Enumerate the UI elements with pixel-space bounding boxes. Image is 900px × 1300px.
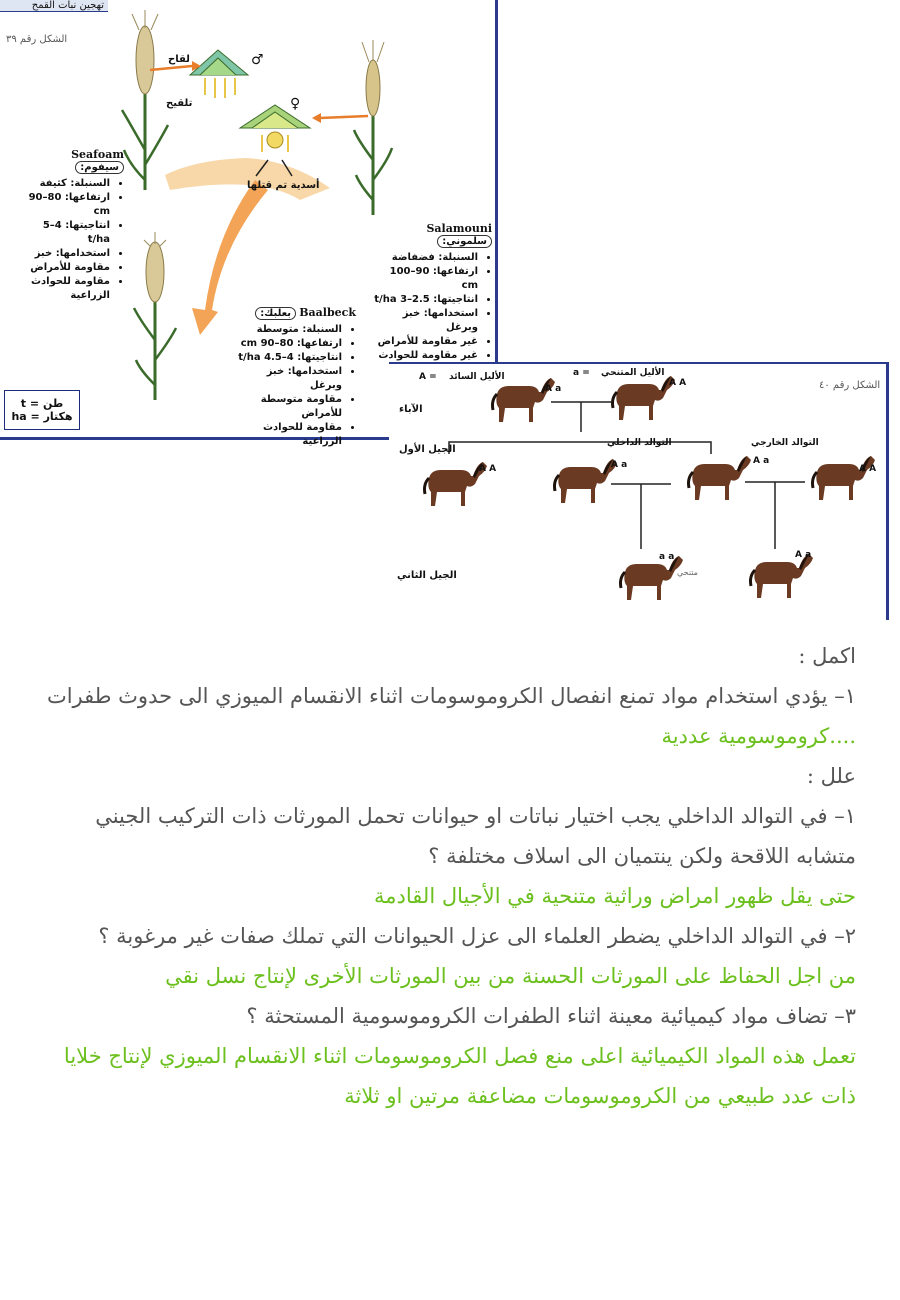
seafoam-wheat-plant — [122, 10, 168, 190]
fertilize-arrow — [320, 116, 368, 118]
baalbeck-traits — [232, 323, 356, 449]
dominant-allele-symbol: A = — [419, 372, 437, 382]
salamouni-name: Salamouni — [426, 222, 492, 235]
f1-horse-4 — [813, 456, 876, 500]
f1-horse-1 — [425, 462, 488, 506]
seafoam-arabic-name: سيفوم: — [75, 161, 124, 174]
figure-39-number: الشكل رقم ٣٩ — [6, 34, 68, 45]
salamouni-wheat-plant — [354, 40, 392, 215]
list-item: • انتاجيتها: 4–5 t/ha — [20, 219, 110, 247]
genotype-parent-right: A A — [669, 378, 687, 388]
complete-heading: اكمل : — [798, 644, 856, 668]
list-item: • انتاجيتها: 2.5–3 t/ha — [370, 293, 478, 307]
pollen-label: لقاح — [168, 54, 190, 65]
parent-horse-right — [613, 376, 676, 420]
recessive-allele-label: الأليل المتنحي — [601, 368, 665, 378]
list-item: • مقاومة للحوادث الزراعية — [232, 421, 342, 449]
dominant-allele-label: الأليل السائد — [449, 372, 505, 382]
male-flower — [190, 50, 248, 98]
f2-horse-1 — [621, 556, 684, 600]
list-item: • السنبلة: كثيفة — [20, 177, 110, 191]
pollen-arrow — [150, 66, 192, 70]
genotype-f1-4: A A — [859, 464, 877, 474]
seafoam-traits — [20, 177, 124, 303]
baalbeck-info — [232, 306, 356, 449]
units-legend — [4, 390, 80, 430]
baalbeck-name: Baalbeck — [299, 306, 356, 319]
list-item: • غير مقاومة للأمراض — [370, 335, 478, 349]
genotype-f2-2: A a — [795, 550, 812, 560]
question-1: ١– يؤدي استخدام مواد تمنع انفصال الكروموسومات اثناء الانقسام الميوزي الى حدوث طفرات — [46, 684, 856, 708]
salamouni-arabic-name: سلموني: — [437, 235, 492, 248]
outbreeding-label: التوالد الخارجي — [751, 438, 819, 448]
list-item: • استخدامها: خبز — [20, 247, 110, 261]
salamouni-info — [370, 222, 492, 377]
parents-label: الآباء — [399, 404, 423, 415]
answer-2: حتى يقل ظهور امراض وراثية متنحية في الأجيال القادمة — [374, 884, 856, 908]
second-generation-label: الجيل الثاني — [397, 570, 457, 581]
legend-ton: t = طن — [20, 397, 64, 410]
outbreeding-cross-line — [745, 482, 805, 549]
list-item: • انتاجيتها: 4–4.5 t/ha — [232, 351, 342, 365]
worksheet-text — [40, 636, 856, 1116]
male-symbol: ♂ — [251, 52, 264, 68]
inbreeding-label: التوالد الداخلي — [607, 438, 672, 448]
list-item: • ارتفاعها: 80–90 cm — [232, 337, 342, 351]
genotype-f1-1: A A — [479, 464, 497, 474]
answer-4: تعمل هذه المواد الكيميائية اعلى منع فصل الكروموسومات اثناء الانقسام الميوزي لإنتاج خلايا ذات عدد طبيعي من الكروموسومات مضاعفة مرتين او ثلاثة — [63, 1044, 856, 1108]
question-4: ٣– تضاف مواد كيميائية معينة اثناء الطفرات الكروموسومية المستحثة ؟ — [246, 1004, 856, 1028]
first-generation-label: الجيل الأول — [399, 444, 456, 455]
genotype-f1-2: A a — [611, 460, 628, 470]
question-3: ٢– في التوالد الداخلي يضطر العلماء الى عزل الحيوانات التي تملك صفات غير مرغوبة ؟ — [98, 924, 856, 948]
f1-bracket-line — [449, 442, 711, 454]
list-item: • غير مقاومة للحوادث — [370, 349, 478, 377]
seafoam-name: Seafoam — [71, 148, 124, 161]
f1-horse-2 — [555, 459, 618, 503]
list-item: • استخدامها: خبز وبرغل — [232, 365, 342, 393]
legend-hectare: ha = هكتار — [11, 410, 73, 423]
genotype-f1-3: A a — [753, 456, 770, 466]
horse-diagram-svg — [389, 364, 889, 622]
parent-cross-line — [551, 402, 611, 432]
salamouni-traits — [370, 251, 492, 377]
answer-3: من اجل الحفاظ على المورثات الحسنة من بين المورثات الأخرى لإنتاج نسل نقي — [165, 964, 856, 988]
genotype-parent-left: A a — [545, 384, 562, 394]
f2-horse-2 — [751, 554, 814, 598]
recessive-allele-symbol: a = — [573, 368, 590, 378]
list-item: • السنبلة: فضفاضة — [370, 251, 478, 265]
figure-40-number: الشكل رقم ٤٠ — [819, 380, 881, 391]
figure-40-horse-inbreeding — [389, 362, 889, 620]
anthers-removed-label: أسدية تم قتلها — [247, 180, 320, 191]
list-item: • استخدامها: خبز وبرغل — [370, 307, 478, 335]
question-2: ١– في التوالد الداخلي يجب اختيار نباتات او حيوانات تحمل المورثات ذات التركيب الجيني متشابه اللاقحة ولكن ينتميان الى اسلاف مختلفة ؟ — [95, 804, 856, 868]
list-item: • السنبلة: متوسطة — [232, 323, 342, 337]
list-item: • مقاومة للحوادث الزراعية — [20, 275, 110, 303]
female-symbol: ♀ — [290, 96, 301, 112]
f1-horse-3 — [689, 456, 752, 500]
answer-1: ....كروموسومية عددية — [661, 724, 856, 748]
seafoam-info — [20, 148, 124, 303]
recessive-note: متنحي — [677, 568, 698, 577]
inbreeding-cross-line — [611, 484, 671, 549]
fertilization-label: تلقيح — [166, 98, 193, 109]
genotype-f2-1: a a — [659, 552, 675, 562]
list-item: • مقاومة متوسطة للأمراض — [232, 393, 342, 421]
explain-heading: علل : — [806, 764, 856, 788]
baalbeck-wheat-plant — [134, 232, 176, 400]
figure-39-header-tab: تهجين نبات القمح — [0, 0, 108, 12]
baalbeck-arabic-name: بعلبك: — [255, 307, 296, 320]
list-item: • مقاومة للأمراض — [20, 261, 110, 275]
list-item: • ارتفاعها: 90–100 cm — [370, 265, 478, 293]
list-item: • ارتفاعها: 80–90 cm — [20, 191, 110, 219]
